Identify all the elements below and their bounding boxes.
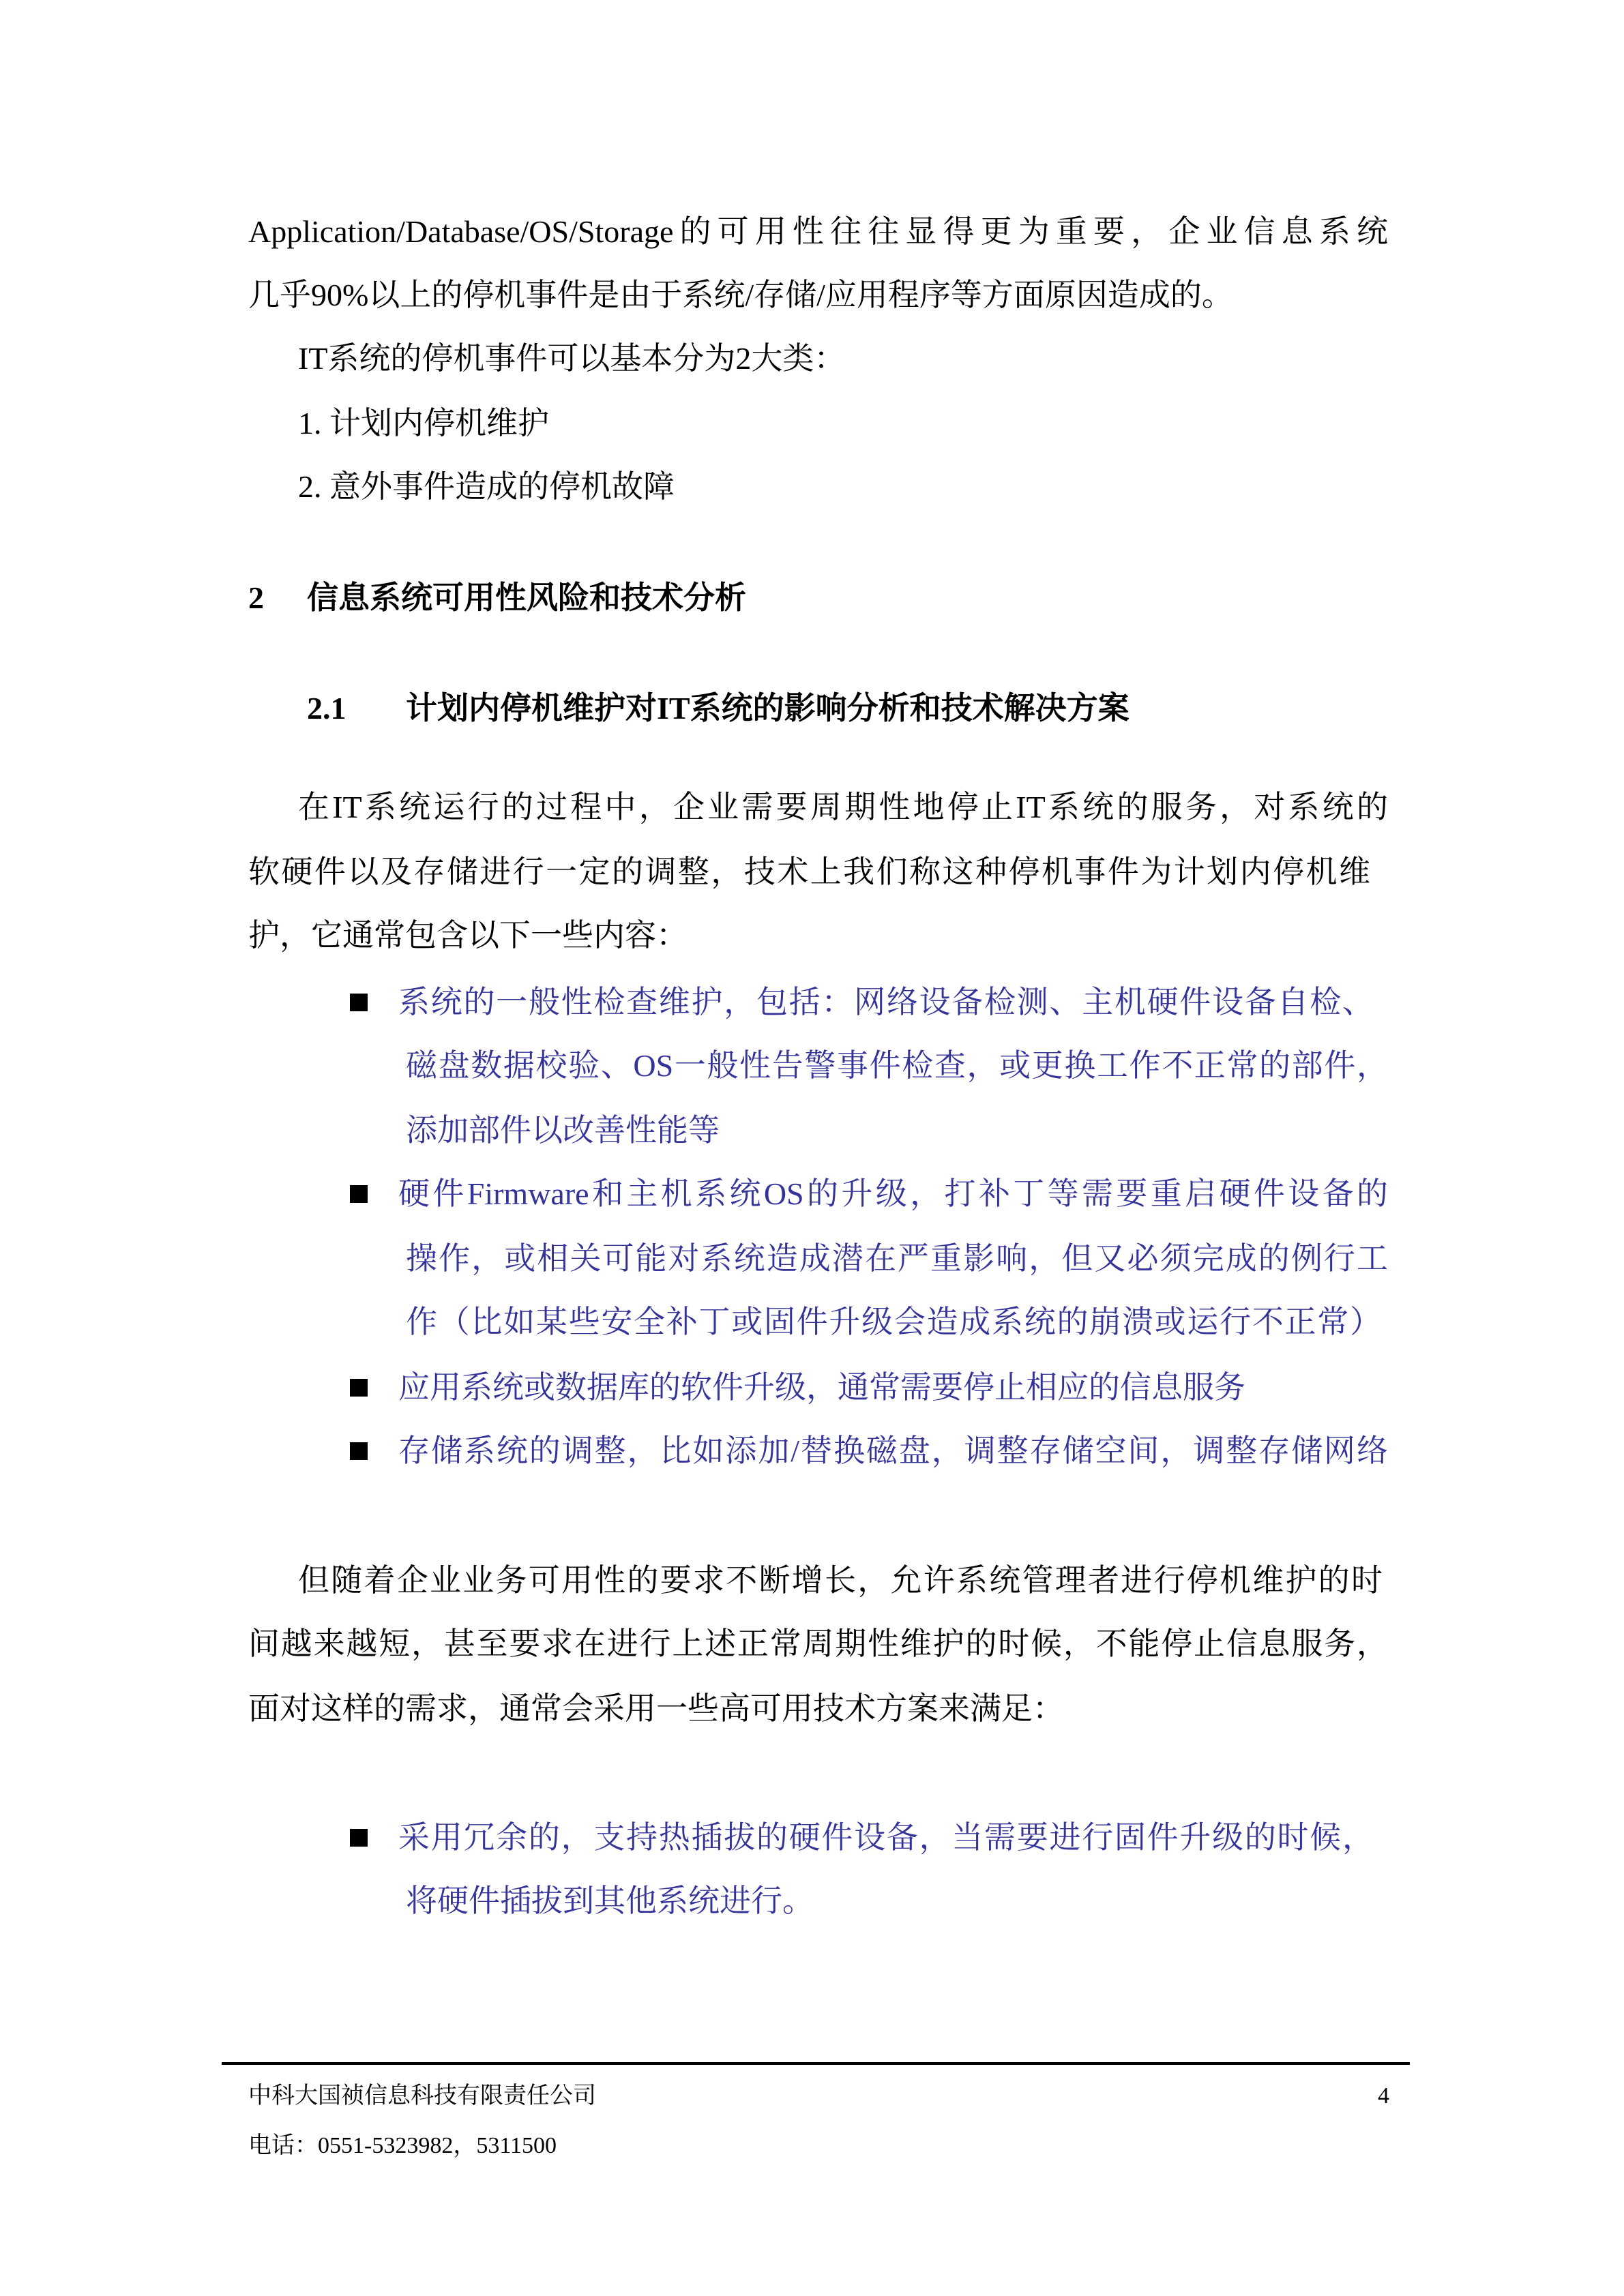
footer-phone: 电话：0551-5323982，5311500 [248,2133,557,2158]
bullet-text-line: 作（比如某些安全补丁或固件升级会造成系统的崩溃或运行不正常） [406,1304,1381,1339]
section-number: 2 [248,580,264,615]
bullet-text-line: 磁盘数据校验、OS一般性告警事件检查，或更换工作不正常的部件， [406,1048,1388,1083]
bullet-text-line: 应用系统或数据库的软件升级，通常需要停止相应的信息服务 [398,1370,1245,1405]
bullet-text-line: 添加部件以改善性能等 [406,1113,720,1148]
subsection-number: 2.1 [307,691,346,726]
body-text-line: 面对这样的需求，通常会采用一些高可用技术方案来满足： [248,1691,1064,1726]
body-text-line: 几乎90%以上的停机事件是由于系统/存储/应用程序等方面原因造成的。 [248,278,1233,312]
bullet-text-line: 采用冗余的，支持热插拔的硬件设备，当需要进行固件升级的时候， [398,1820,1374,1855]
bullet-text-line: 将硬件插拔到其他系统进行。 [406,1883,814,1918]
bullet-square-icon [350,1829,368,1847]
body-text-line: 间越来越短，甚至要求在进行上述正常周期性维护的时候，不能停止信息服务， [248,1626,1388,1661]
footer-divider [222,2062,1410,2065]
bullet-text-line: 操作，或相关可能对系统造成潜在严重影响，但又必须完成的例行工 [406,1241,1388,1276]
bullet-text-line: 硬件Firmware和主机系统OS的升级，打补丁等需要重启硬件设备的 [398,1176,1388,1211]
body-text-line: IT系统的停机事件可以基本分为2大类： [298,341,846,376]
section-heading: 信息系统可用性风险和技术分析 [307,580,746,615]
bullet-text-line: 系统的一般性检查维护，包括：网络设备检测、主机硬件设备自检、 [398,985,1374,1019]
body-text-line: 在IT系统运行的过程中，企业需要周期性地停止IT系统的服务，对系统的 [298,790,1388,824]
bullet-square-icon [350,1185,368,1203]
body-text-line: 但随着企业业务可用性的要求不断增长，允许系统管理者进行停机维护的时 [298,1563,1383,1598]
numbered-item: 1. 计划内停机维护 [298,406,549,441]
footer-company: 中科大国祯信息科技有限责任公司 [248,2083,596,2108]
body-text-line: Application/Database/OS/Storage的可用性往往显得更为重要，企业信息系统 [248,214,1388,249]
bullet-square-icon [350,994,368,1011]
body-text-line: 软硬件以及存储进行一定的调整，技术上我们称这种停机事件为计划内停机维 [248,854,1370,889]
bullet-square-icon [350,1442,368,1460]
body-text-line: 护，它通常包含以下一些内容： [248,918,688,953]
subsection-heading: 计划内停机维护对IT系统的影响分析和技术解决方案 [406,691,1130,726]
bullet-text-line: 存储系统的调整，比如添加/替换磁盘，调整存储空间，调整存储网络 [398,1433,1388,1468]
numbered-item: 2. 意外事件造成的停机故障 [298,469,675,504]
bullet-square-icon [350,1379,368,1397]
page-number: 4 [1378,2083,1389,2108]
